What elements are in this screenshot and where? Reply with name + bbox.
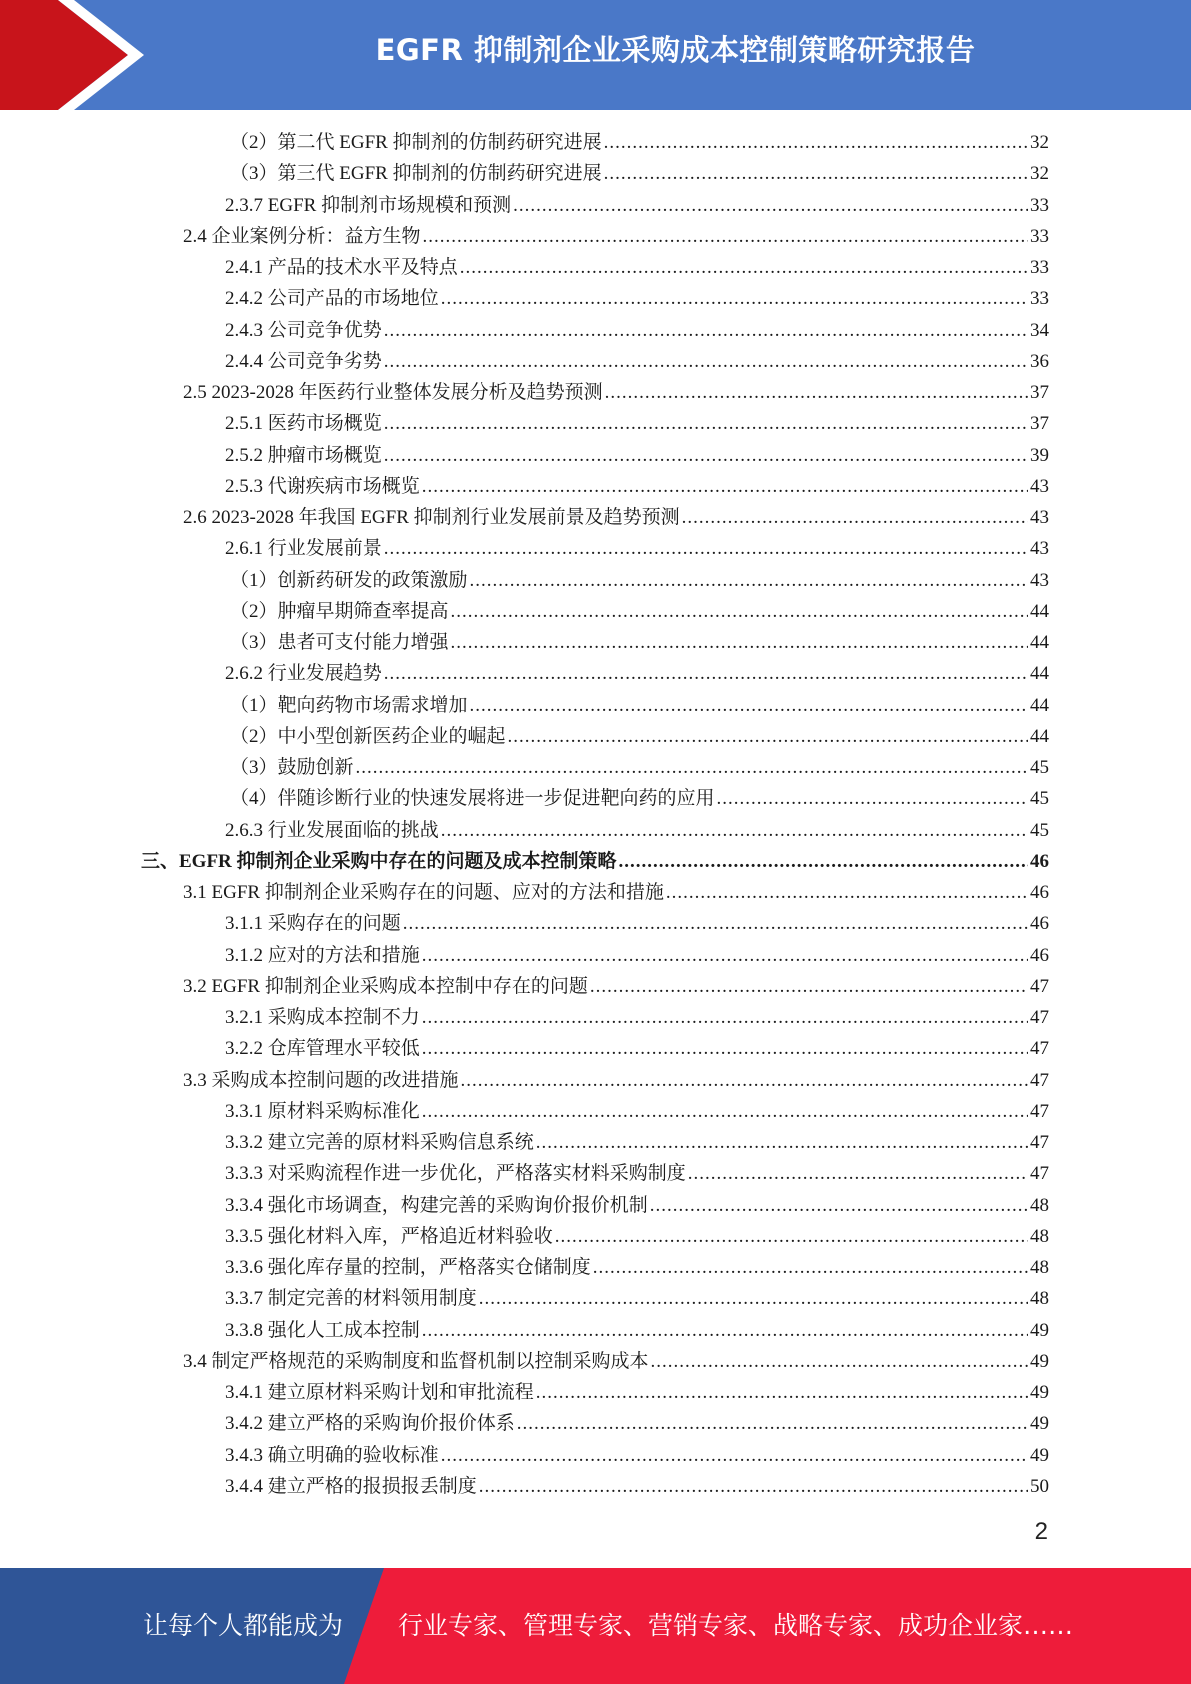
toc-entry[interactable] [0, 752, 1049, 783]
footer-slogan-left: 让每个人都能成为 [143, 1611, 344, 1640]
toc-dot-leader [666, 877, 1028, 908]
toc-dot-leader [422, 471, 1028, 502]
toc-entry[interactable] [0, 721, 1049, 752]
table-of-contents [0, 127, 1191, 1502]
toc-entry-title: 3.3.3 对采购流程作进一步优化，严格落实材料采购制度 [225, 1163, 686, 1185]
toc-entry[interactable] [0, 846, 1049, 877]
toc-dot-leader [513, 190, 1028, 221]
toc-entry-title: 3.2.2 仓库管理水平较低 [225, 1038, 420, 1060]
toc-entry-page: 48 [1030, 1225, 1049, 1247]
toc-dot-leader [384, 408, 1028, 439]
toc-entry[interactable] [0, 877, 1049, 908]
toc-dot-leader [470, 690, 1028, 721]
toc-entry[interactable] [0, 1283, 1049, 1314]
page-header [0, 0, 1191, 110]
toc-entry-title: 2.4.4 公司竞争劣势 [225, 350, 382, 372]
toc-entry-title: 2.5 2023-2028 年医药行业整体发展分析及趋势预测 [183, 382, 603, 403]
toc-entry[interactable] [0, 565, 1049, 596]
toc-entry[interactable] [0, 1127, 1049, 1158]
toc-dot-leader [460, 252, 1028, 283]
toc-dot-leader [470, 565, 1028, 596]
toc-entry-title: （1）创新药研发的政策激励 [230, 569, 468, 591]
toc-entry-page: 44 [1030, 725, 1049, 747]
toc-entry-title: 2.4.3 公司竞争优势 [225, 319, 382, 341]
toc-entry[interactable] [0, 377, 1049, 408]
toc-entry-title: 2.3.7 EGFR 抑制剂市场规模和预测 [225, 194, 512, 216]
toc-dot-leader [536, 1377, 1028, 1408]
toc-dot-leader [423, 221, 1028, 252]
toc-dot-leader [451, 627, 1028, 658]
toc-entry-page: 49 [1030, 1319, 1049, 1341]
toc-entry-page: 47 [1030, 1069, 1049, 1091]
toc-dot-leader [555, 1221, 1028, 1252]
toc-entry-title: 3.1 EGFR 抑制剂企业采购存在的问题、应对的方法和措施 [183, 882, 664, 903]
toc-entry-title: 2.5.3 代谢疾病市场概览 [225, 475, 420, 497]
toc-entry[interactable] [0, 815, 1049, 846]
toc-dot-leader [422, 1096, 1028, 1127]
toc-entry-title: 3.2.1 采购成本控制不力 [225, 1007, 420, 1028]
toc-entry-page: 33 [1030, 257, 1049, 278]
toc-entry-page: 47 [1030, 1132, 1049, 1153]
toc-entry[interactable] [0, 783, 1049, 814]
toc-entry-page: 43 [1030, 569, 1049, 591]
toc-dot-leader [604, 158, 1028, 189]
toc-entry-title: （2）第二代 EGFR 抑制剂的仿制药研究进展 [230, 132, 602, 153]
toc-dot-leader [517, 1408, 1028, 1439]
toc-entry[interactable] [0, 158, 1049, 189]
toc-dot-leader [461, 1065, 1028, 1096]
footer-slogan-right: 行业专家、管理专家、营销专家、战略专家、成功企业家…… [398, 1611, 1074, 1640]
toc-entry-page: 46 [1030, 944, 1049, 966]
toc-entry[interactable] [0, 440, 1049, 471]
toc-dot-leader [384, 346, 1028, 377]
toc-entry[interactable] [0, 1471, 1049, 1502]
toc-dot-leader [508, 721, 1028, 752]
toc-entry-page: 43 [1030, 475, 1049, 497]
toc-entry-title: 2.5.2 肿瘤市场概览 [225, 444, 382, 466]
toc-dot-leader [593, 1252, 1028, 1283]
toc-entry-title: （2）肿瘤早期筛查率提高 [230, 600, 449, 622]
toc-dot-leader [650, 1190, 1028, 1221]
toc-entry-title: （2）中小型创新医药企业的崛起 [230, 725, 506, 747]
toc-entry[interactable] [0, 127, 1049, 158]
toc-entry[interactable] [0, 1190, 1049, 1221]
toc-entry[interactable] [0, 1315, 1049, 1346]
header-arrow-graphic [0, 0, 160, 110]
toc-entry[interactable] [0, 1221, 1049, 1252]
toc-entry[interactable] [0, 627, 1049, 658]
toc-entry-page: 45 [1030, 788, 1049, 810]
toc-dot-leader [441, 815, 1028, 846]
toc-entry-title: 3.1.1 采购存在的问题 [225, 913, 401, 935]
toc-dot-leader [422, 1002, 1028, 1033]
report-title: EGFR 抑制剂企业采购成本控制策略研究报告 [375, 33, 976, 67]
toc-entry-page: 47 [1030, 975, 1049, 997]
toc-dot-leader [536, 1127, 1028, 1158]
toc-dot-leader [384, 658, 1028, 689]
toc-dot-leader [441, 1440, 1028, 1471]
toc-entry-page: 47 [1030, 1163, 1049, 1185]
toc-entry-page: 49 [1030, 1444, 1049, 1466]
toc-entry[interactable] [0, 1252, 1049, 1283]
toc-dot-leader [384, 440, 1028, 471]
toc-entry[interactable] [0, 1346, 1049, 1377]
toc-entry[interactable] [0, 908, 1049, 939]
toc-entry-title: 3.3.2 建立完善的原材料采购信息系统 [225, 1132, 534, 1153]
toc-entry-page: 48 [1030, 1194, 1049, 1216]
toc-entry-title: 3.4.2 建立严格的采购询价报价体系 [225, 1413, 515, 1435]
toc-entry-page: 48 [1030, 1257, 1049, 1278]
toc-entry-title: 3.3 采购成本控制问题的改进措施 [183, 1069, 459, 1091]
toc-dot-leader [688, 1158, 1028, 1189]
toc-entry[interactable] [0, 221, 1049, 252]
toc-entry-title: （1）靶向药物市场需求增加 [230, 694, 468, 716]
toc-dot-leader [619, 846, 1028, 877]
toc-entry[interactable] [0, 1440, 1049, 1471]
toc-entry-title: （3）患者可支付能力增强 [230, 632, 449, 653]
toc-entry[interactable] [0, 471, 1049, 502]
toc-entry-title: 3.4 制定严格规范的采购制度和监督机制以控制采购成本 [183, 1350, 649, 1372]
toc-entry-page: 44 [1030, 632, 1049, 653]
page-footer [0, 1568, 1191, 1684]
toc-dot-leader [422, 1315, 1028, 1346]
toc-entry-page: 47 [1030, 1100, 1049, 1122]
toc-entry-title: 2.6.3 行业发展面临的挑战 [225, 819, 439, 841]
toc-entry-title: 3.2 EGFR 抑制剂企业采购成本控制中存在的问题 [183, 975, 588, 997]
toc-entry-title: 2.5.1 医药市场概览 [225, 413, 382, 435]
toc-entry[interactable] [0, 1065, 1049, 1096]
toc-dot-leader [441, 283, 1028, 314]
toc-entry-title: 3.3.1 原材料采购标准化 [225, 1100, 420, 1122]
toc-entry-title: 2.6.1 行业发展前景 [225, 538, 382, 560]
toc-dot-leader [717, 783, 1028, 814]
toc-entry-page: 44 [1030, 600, 1049, 622]
toc-entry-title: （3）第三代 EGFR 抑制剂的仿制药研究进展 [230, 163, 602, 185]
toc-entry[interactable] [0, 533, 1049, 564]
toc-dot-leader [403, 908, 1028, 939]
toc-entry-page: 49 [1030, 1382, 1049, 1403]
toc-entry-page: 47 [1030, 1038, 1049, 1060]
toc-entry[interactable] [0, 1408, 1049, 1439]
toc-dot-leader [356, 752, 1028, 783]
toc-entry-title: 2.6.2 行业发展趋势 [225, 663, 382, 685]
toc-entry[interactable] [0, 252, 1049, 283]
toc-entry[interactable] [0, 502, 1049, 533]
toc-dot-leader [451, 596, 1028, 627]
toc-dot-leader [682, 502, 1028, 533]
toc-entry-title: 3.4.4 建立严格的报损报丢制度 [225, 1475, 477, 1497]
toc-entry-page: 39 [1030, 444, 1049, 466]
toc-entry-page: 46 [1030, 913, 1049, 935]
toc-dot-leader [479, 1471, 1028, 1502]
toc-entry-page: 37 [1030, 413, 1049, 435]
toc-entry[interactable] [0, 408, 1049, 439]
toc-entry-title: 3.1.2 应对的方法和措施 [225, 944, 420, 966]
toc-entry-title: 3.4.1 建立原材料采购计划和审批流程 [225, 1382, 534, 1403]
toc-entry-page: 33 [1030, 225, 1049, 247]
toc-entry[interactable] [0, 1377, 1049, 1408]
toc-entry-page: 44 [1030, 694, 1049, 716]
toc-entry-page: 43 [1030, 538, 1049, 560]
toc-entry-page: 44 [1030, 663, 1049, 685]
toc-entry[interactable] [0, 1002, 1049, 1033]
toc-dot-leader [604, 127, 1028, 158]
toc-entry-title: 三、EGFR 抑制剂企业采购中存在的问题及成本控制策略 [141, 850, 617, 872]
toc-dot-leader [651, 1346, 1028, 1377]
toc-entry-page: 47 [1030, 1007, 1049, 1028]
toc-entry[interactable] [0, 190, 1049, 221]
toc-entry-page: 46 [1030, 882, 1049, 903]
toc-entry-title: 2.4.2 公司产品的市场地位 [225, 288, 439, 310]
toc-entry[interactable] [0, 1158, 1049, 1189]
toc-entry-page: 50 [1030, 1475, 1049, 1497]
toc-entry[interactable] [0, 971, 1049, 1002]
toc-entry-title: 3.3.5 强化材料入库，严格追近材料验收 [225, 1225, 553, 1247]
toc-entry-title: （4）伴随诊断行业的快速发展将进一步促进靶向药的应用 [230, 788, 715, 810]
toc-entry-page: 34 [1030, 319, 1049, 341]
toc-entry[interactable] [0, 940, 1049, 971]
toc-entry-page: 43 [1030, 507, 1049, 528]
toc-entry-title: 2.4 企业案例分析：益方生物 [183, 225, 421, 247]
toc-entry-page: 45 [1030, 757, 1049, 778]
toc-entry-page: 32 [1030, 163, 1049, 185]
toc-dot-leader [479, 1283, 1028, 1314]
toc-entry-title: （3）鼓励创新 [230, 757, 354, 778]
toc-entry-page: 37 [1030, 382, 1049, 403]
toc-entry-page: 45 [1030, 819, 1049, 841]
toc-entry-page: 32 [1030, 132, 1049, 153]
toc-entry-page: 46 [1030, 850, 1049, 872]
toc-dot-leader [384, 533, 1028, 564]
toc-entry-page: 36 [1030, 350, 1049, 372]
toc-entry-title: 2.4.1 产品的技术水平及特点 [225, 257, 458, 278]
page-number: 2 [1034, 1518, 1048, 1545]
toc-dot-leader [590, 971, 1028, 1002]
toc-entry[interactable] [0, 690, 1049, 721]
toc-entry[interactable] [0, 346, 1049, 377]
toc-dot-leader [384, 315, 1028, 346]
toc-entry-page: 33 [1030, 288, 1049, 310]
toc-entry-title: 3.3.6 强化库存量的控制，严格落实仓储制度 [225, 1257, 591, 1278]
toc-entry-page: 49 [1030, 1413, 1049, 1435]
toc-entry-title: 3.3.4 强化市场调查，构建完善的采购询价报价机制 [225, 1194, 648, 1216]
toc-entry-page: 49 [1030, 1350, 1049, 1372]
toc-entry[interactable] [0, 596, 1049, 627]
toc-entry[interactable] [0, 1096, 1049, 1127]
toc-entry-page: 33 [1030, 194, 1049, 216]
toc-entry-title: 3.3.7 制定完善的材料领用制度 [225, 1288, 477, 1310]
toc-entry-title: 3.3.8 强化人工成本控制 [225, 1319, 420, 1341]
toc-entry-page: 48 [1030, 1288, 1049, 1310]
toc-dot-leader [422, 940, 1028, 971]
toc-entry-title: 2.6 2023-2028 年我国 EGFR 抑制剂行业发展前景及趋势预测 [183, 507, 680, 528]
toc-entry-title: 3.4.3 确立明确的验收标准 [225, 1444, 439, 1466]
toc-entry[interactable] [0, 658, 1049, 689]
toc-dot-leader [422, 1033, 1028, 1064]
toc-entry[interactable] [0, 315, 1049, 346]
toc-entry[interactable] [0, 1033, 1049, 1064]
toc-entry[interactable] [0, 283, 1049, 314]
toc-dot-leader [605, 377, 1028, 408]
